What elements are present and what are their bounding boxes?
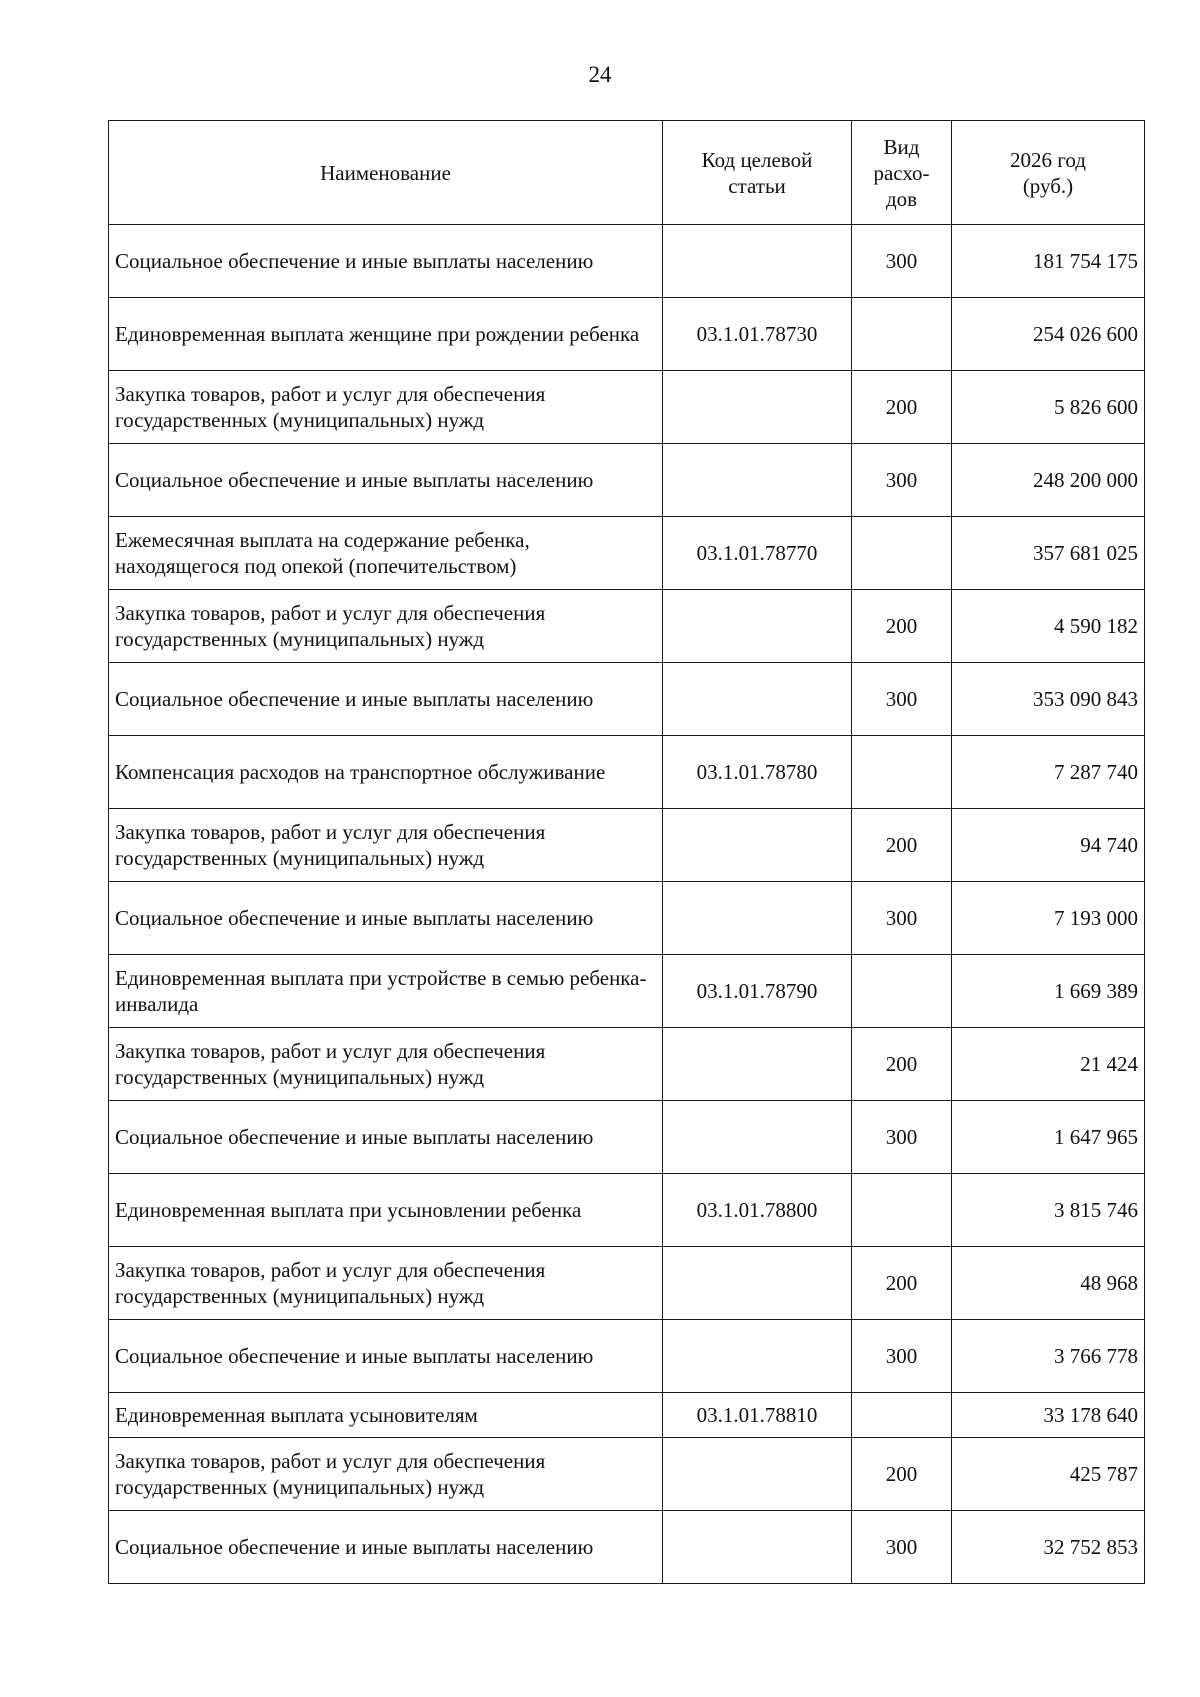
row-kind: 300: [852, 1101, 952, 1174]
budget-table: [108, 120, 1145, 1584]
table-row: [109, 882, 1145, 955]
row-amount: 33 178 640: [952, 1393, 1145, 1438]
row-kind: [852, 1393, 952, 1438]
row-kind: 200: [852, 590, 952, 663]
row-kind: [852, 517, 952, 590]
row-code: [663, 882, 852, 955]
row-code: 03.1.01.78810: [663, 1393, 852, 1438]
row-code: [663, 1101, 852, 1174]
table-header-row: [109, 121, 1145, 225]
row-name: Закупка товаров, работ и услуг для обеспечения государственных (муниципальных) нужд: [109, 1028, 663, 1101]
row-kind: 300: [852, 1320, 952, 1393]
row-code: [663, 1438, 852, 1511]
row-amount: 248 200 000: [952, 444, 1145, 517]
row-name: Единовременная выплата при усыновлении ребенка: [109, 1174, 663, 1247]
table-row: [109, 298, 1145, 371]
row-kind: [852, 1174, 952, 1247]
row-kind: 300: [852, 663, 952, 736]
table-row: [109, 1511, 1145, 1584]
row-code: 03.1.01.78800: [663, 1174, 852, 1247]
row-kind: 200: [852, 1247, 952, 1320]
row-amount: 32 752 853: [952, 1511, 1145, 1584]
table-row: [109, 1438, 1145, 1511]
table-row: [109, 955, 1145, 1028]
row-amount: 1 669 389: [952, 955, 1145, 1028]
row-name: Социальное обеспечение и иные выплаты населению: [109, 663, 663, 736]
row-kind: 300: [852, 1511, 952, 1584]
row-kind: 200: [852, 1028, 952, 1101]
row-name: Социальное обеспечение и иные выплаты населению: [109, 444, 663, 517]
header-amount: [952, 121, 1145, 225]
row-name: Социальное обеспечение и иные выплаты населению: [109, 1511, 663, 1584]
row-name: Социальное обеспечение и иные выплаты населению: [109, 1101, 663, 1174]
header-kind-line3: дов: [885, 186, 918, 211]
header-kind-line1: Вид: [883, 134, 920, 159]
row-name: Закупка товаров, работ и услуг для обеспечения государственных (муниципальных) нужд: [109, 809, 663, 882]
row-code: [663, 590, 852, 663]
row-kind: [852, 298, 952, 371]
row-kind: 200: [852, 809, 952, 882]
row-code: [663, 444, 852, 517]
row-code: 03.1.01.78730: [663, 298, 852, 371]
row-amount: 181 754 175: [952, 225, 1145, 298]
row-code: [663, 1511, 852, 1584]
page-number: 24: [588, 62, 612, 87]
row-amount: 48 968: [952, 1247, 1145, 1320]
table-row: [109, 809, 1145, 882]
row-name: Закупка товаров, работ и услуг для обеспечения государственных (муниципальных) нужд: [109, 371, 663, 444]
row-amount: 94 740: [952, 809, 1145, 882]
table-row: [109, 736, 1145, 809]
row-name: Закупка товаров, работ и услуг для обеспечения государственных (муниципальных) нужд: [109, 590, 663, 663]
table-row: [109, 517, 1145, 590]
table-row: [109, 1174, 1145, 1247]
row-amount: 1 647 965: [952, 1101, 1145, 1174]
row-amount: 4 590 182: [952, 590, 1145, 663]
row-amount: 3 766 778: [952, 1320, 1145, 1393]
row-name: Социальное обеспечение и иные выплаты населению: [109, 1320, 663, 1393]
row-code: [663, 663, 852, 736]
table-row: [109, 225, 1145, 298]
row-kind: 300: [852, 444, 952, 517]
row-amount: 357 681 025: [952, 517, 1145, 590]
row-amount: 21 424: [952, 1028, 1145, 1101]
row-name: Единовременная выплата усыновителям: [109, 1393, 663, 1438]
row-name: Единовременная выплата женщине при рождении ребенка: [109, 298, 663, 371]
header-code: [663, 121, 852, 225]
row-code: 03.1.01.78780: [663, 736, 852, 809]
table-row: [109, 1320, 1145, 1393]
row-code: [663, 225, 852, 298]
header-kind-line2: расхо-: [873, 160, 930, 185]
row-name: Закупка товаров, работ и услуг для обеспечения государственных (муниципальных) нужд: [109, 1247, 663, 1320]
header-code-line1: Код целевой: [701, 147, 813, 172]
row-code: [663, 809, 852, 882]
row-code: 03.1.01.78770: [663, 517, 852, 590]
table-row: [109, 590, 1145, 663]
row-code: [663, 1028, 852, 1101]
table-row: [109, 1247, 1145, 1320]
row-code: [663, 371, 852, 444]
row-kind: [852, 955, 952, 1028]
row-amount: 3 815 746: [952, 1174, 1145, 1247]
row-amount: 425 787: [952, 1438, 1145, 1511]
row-name: Социальное обеспечение и иные выплаты населению: [109, 882, 663, 955]
header-amount-line1: 2026 год: [1010, 147, 1086, 172]
row-kind: 300: [852, 225, 952, 298]
row-name: Единовременная выплата при устройстве в семью ребенка-инвалида: [109, 955, 663, 1028]
table-row: [109, 1101, 1145, 1174]
table-row: [109, 663, 1145, 736]
row-amount: 254 026 600: [952, 298, 1145, 371]
row-amount: 353 090 843: [952, 663, 1145, 736]
row-kind: 200: [852, 1438, 952, 1511]
row-amount: 7 287 740: [952, 736, 1145, 809]
table-row: [109, 1393, 1145, 1438]
header-name-label: Наименование: [320, 160, 451, 185]
header-code-line2: статьи: [728, 173, 786, 198]
row-name: Социальное обеспечение и иные выплаты населению: [109, 225, 663, 298]
row-code: 03.1.01.78790: [663, 955, 852, 1028]
row-code: [663, 1247, 852, 1320]
table-row: [109, 444, 1145, 517]
row-kind: 200: [852, 371, 952, 444]
header-kind: [852, 121, 952, 225]
row-name: Закупка товаров, работ и услуг для обеспечения государственных (муниципальных) нужд: [109, 1438, 663, 1511]
row-amount: 5 826 600: [952, 371, 1145, 444]
row-kind: 300: [852, 882, 952, 955]
header-amount-line2: (руб.): [1022, 173, 1074, 198]
header-name: [109, 121, 663, 225]
row-code: [663, 1320, 852, 1393]
table-row: [109, 1028, 1145, 1101]
row-name: Компенсация расходов на транспортное обслуживание: [109, 736, 663, 809]
table-row: [109, 371, 1145, 444]
row-kind: [852, 736, 952, 809]
row-name: Ежемесячная выплата на содержание ребенка, находящегося под опекой (попечительством): [109, 517, 663, 590]
row-amount: 7 193 000: [952, 882, 1145, 955]
